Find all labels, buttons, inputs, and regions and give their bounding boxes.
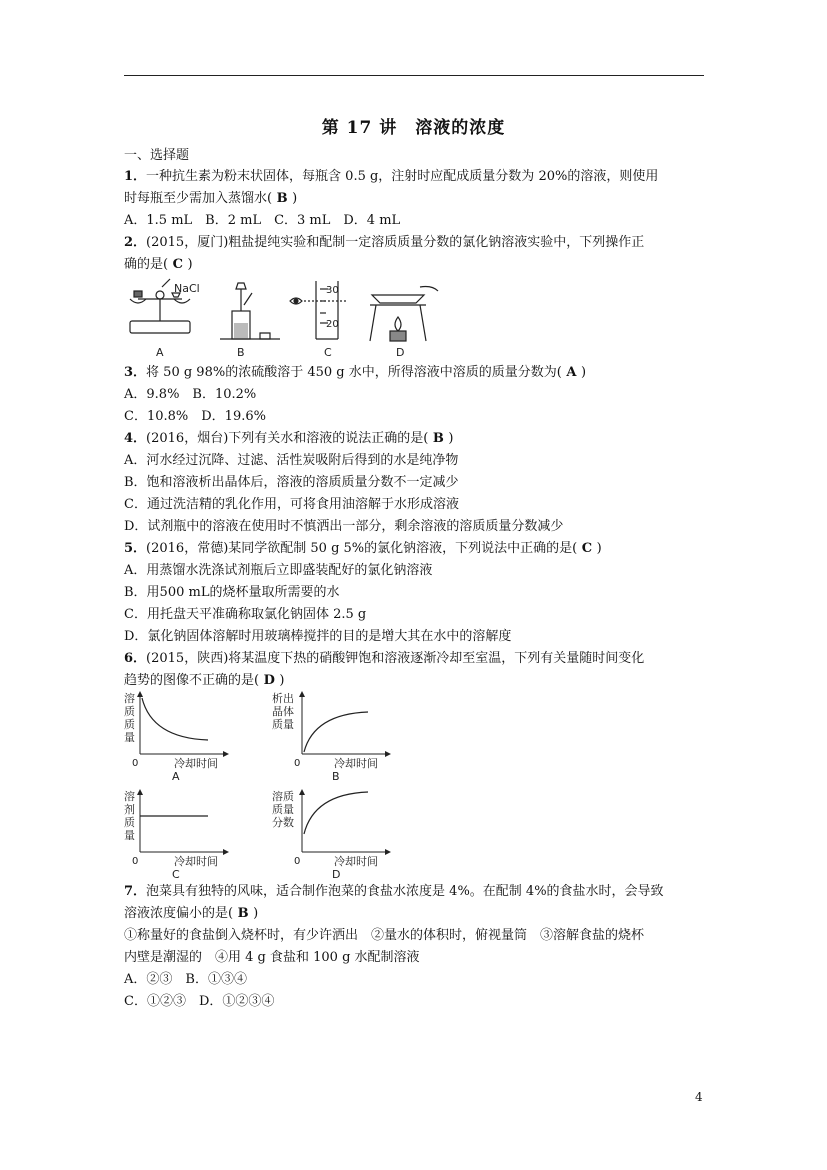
answer: D xyxy=(259,673,280,688)
cooling-graphs xyxy=(118,688,418,878)
graph-d-letter: D xyxy=(332,868,341,878)
answer: C xyxy=(168,257,188,272)
graph-a-curve xyxy=(142,698,208,740)
question-text: 确的是( xyxy=(124,257,169,272)
dissolving-illustration xyxy=(220,283,280,339)
question-text: 一种抗生素为粉末状固体，每瓶含 0.5 g，注射时应配成质量分数为 20%的溶液，则使用 xyxy=(146,169,659,184)
question-3-line-1 xyxy=(124,365,586,381)
graph-b-origin: 0 xyxy=(294,758,301,769)
graph-b xyxy=(302,692,390,754)
question-7-options-2: C．①②③ D．①②③④ xyxy=(124,994,275,1009)
question-7-line-2 xyxy=(124,906,258,922)
question-text: ) xyxy=(596,541,602,556)
question-6-line-1 xyxy=(124,651,644,667)
graph-b-xlabel: 冷却时间 xyxy=(334,757,378,770)
section-heading: 一、选择题 xyxy=(124,148,190,163)
question-4-option-a: A．河水经过沉降、过滤、活性炭吸附后得到的水是纯净物 xyxy=(124,453,459,468)
graph-d-ylabel-3: 分数 xyxy=(272,816,294,829)
graph-a-origin: 0 xyxy=(132,758,139,769)
question-5-option-a: A．用蒸馏水洗涤试剂瓶后立即盛装配好的氯化钠溶液 xyxy=(124,563,433,578)
graph-a xyxy=(140,692,228,754)
question-5-option-d: D．氯化钠固体溶解时用玻璃棒搅拌的目的是增大其在水中的溶解度 xyxy=(124,629,512,644)
graph-c-ylabel-1: 溶 xyxy=(124,790,135,803)
lesson-title: 第 17 讲 溶液的浓度 xyxy=(321,118,506,138)
question-text: ) xyxy=(580,365,587,380)
cooling-graphs-figure xyxy=(118,688,418,878)
answer: A xyxy=(561,365,581,380)
graph-a-letter: A xyxy=(172,770,180,783)
question-1-line-1 xyxy=(124,169,658,185)
question-5-line-1 xyxy=(124,541,602,557)
graph-c-origin: 0 xyxy=(132,856,139,867)
graph-d xyxy=(302,790,390,852)
graph-c-ylabel-4: 量 xyxy=(124,829,135,842)
question-number: 6． xyxy=(124,651,147,666)
question-text: 时每瓶至少需加入蒸馏水( xyxy=(124,191,273,206)
cylinder-reading-illustration xyxy=(290,281,348,339)
figure-label-d: D xyxy=(396,346,405,359)
graph-d-xlabel: 冷却时间 xyxy=(334,855,378,868)
question-7-line-1 xyxy=(124,884,664,900)
question-text: 溶液浓度偏小的是( xyxy=(124,906,234,921)
scale-mark-30: 30 xyxy=(326,285,339,296)
question-3-options-1: A．9.8% B．10.2% xyxy=(124,387,257,402)
answer: B xyxy=(428,431,449,446)
question-number: 4． xyxy=(124,431,147,446)
graph-c-ylabel-3: 质 xyxy=(124,816,135,829)
question-7-line-4: 内壁是潮湿的 ④用 4 g 食盐和 100 g 水配制溶液 xyxy=(124,950,420,965)
question-text: 泡菜具有独特的风味，适合制作泡菜的食盐水浓度是 4%。在配制 4%的食盐水时，会导致 xyxy=(146,884,664,899)
figure-label-c: C xyxy=(324,346,332,359)
graph-a-ylabel-3: 质 xyxy=(124,718,135,731)
question-text: (2016，烟台)下列有关水和溶液的说法正确的是( xyxy=(146,431,429,446)
graph-c-xlabel: 冷却时间 xyxy=(174,855,218,868)
question-5-option-c: C．用托盘天平准确称取氯化钠固体 2.5 g xyxy=(124,607,367,622)
question-text: 将 50 g 98%的浓硫酸溶于 450 g 水中，所得溶液中溶质的质量分数为( xyxy=(146,365,562,380)
question-2-line-1 xyxy=(124,235,644,251)
header-rule xyxy=(124,75,704,76)
question-text: 趋势的图像不正确的是( xyxy=(124,673,260,688)
question-number: 5． xyxy=(124,541,147,556)
nacl-label: NaCl xyxy=(174,282,200,295)
question-6-line-2 xyxy=(124,673,284,689)
graph-a-ylabel-1: 溶 xyxy=(124,692,135,705)
graph-d-curve xyxy=(304,792,368,834)
question-1-line-2 xyxy=(124,191,297,207)
graph-b-ylabel-2: 晶体 xyxy=(272,705,294,718)
question-number: 1． xyxy=(124,169,147,184)
graph-b-ylabel-3: 质量 xyxy=(272,718,294,731)
graph-c-letter: C xyxy=(172,868,180,878)
question-text: (2015，厦门)粗盐提纯实验和配制一定溶质质量分数的氯化钠溶液实验中，下列操作正 xyxy=(146,235,645,250)
question-text: ) xyxy=(279,673,285,688)
question-text: ) xyxy=(292,191,298,206)
question-5-option-b: B．用500 mL的烧杯量取所需要的水 xyxy=(124,585,340,600)
evaporation-illustration xyxy=(370,287,438,342)
graph-c-ylabel-2: 剂 xyxy=(124,803,135,816)
graph-d-ylabel-1: 溶质 xyxy=(272,790,294,803)
graph-d-ylabel-2: 质量 xyxy=(272,803,294,816)
question-4-line-1 xyxy=(124,431,453,447)
question-text: (2015，陕西)将某温度下热的硝酸钾饱和溶液逐渐冷却至室温，下列有关量随时间变化 xyxy=(146,651,645,666)
graph-a-xlabel: 冷却时间 xyxy=(174,757,218,770)
question-number: 7． xyxy=(124,884,147,899)
question-text: ) xyxy=(253,906,259,921)
question-text: ) xyxy=(187,257,193,272)
answer: C xyxy=(577,541,597,556)
question-number: 3． xyxy=(124,365,147,380)
figure-label-a: A xyxy=(156,346,164,359)
question-number: 2． xyxy=(124,235,147,250)
graph-b-letter: B xyxy=(332,770,340,783)
graph-c xyxy=(140,790,228,852)
lab-operations-illustration xyxy=(120,277,440,359)
question-7-options-1: A．②③ B．①③④ xyxy=(124,972,247,987)
question-4-option-d: D．试剂瓶中的溶液在使用时不慎洒出一部分，剩余溶液的溶质质量分数减少 xyxy=(124,519,564,534)
question-2-line-2 xyxy=(124,257,193,273)
graph-b-ylabel-1: 析出 xyxy=(272,692,294,705)
answer: B xyxy=(272,191,293,206)
question-text: (2016，常德)某同学欲配制 50 g 5%的氯化钠溶液，下列说法中正确的是( xyxy=(146,541,578,556)
page-number: 4 xyxy=(695,1090,703,1104)
graph-d-origin: 0 xyxy=(294,856,301,867)
graph-a-ylabel-4: 量 xyxy=(124,731,135,744)
scale-mark-20: 20 xyxy=(326,319,339,330)
question-4-option-c: C．通过洗洁精的乳化作用，可将食用油溶解于水形成溶液 xyxy=(124,497,459,512)
lab-operations-figure xyxy=(120,277,440,359)
graph-b-curve xyxy=(304,712,368,752)
question-7-line-3: ①称量好的食盐倒入烧杯时，有少许洒出 ②量水的体积时，俯视量筒 ③溶解食盐的烧杯 xyxy=(124,928,645,943)
question-3-options-2: C．10.8% D．19.6% xyxy=(124,409,266,424)
graph-a-ylabel-2: 质 xyxy=(124,705,135,718)
figure-label-b: B xyxy=(237,346,245,359)
question-1-options: A．1.5 mL B．2 mL C．3 mL D．4 mL xyxy=(124,213,401,228)
question-4-option-b: B．饱和溶液析出晶体后，溶液的溶质质量分数不一定减少 xyxy=(124,475,459,490)
answer: B xyxy=(233,906,254,921)
question-text: ) xyxy=(448,431,454,446)
